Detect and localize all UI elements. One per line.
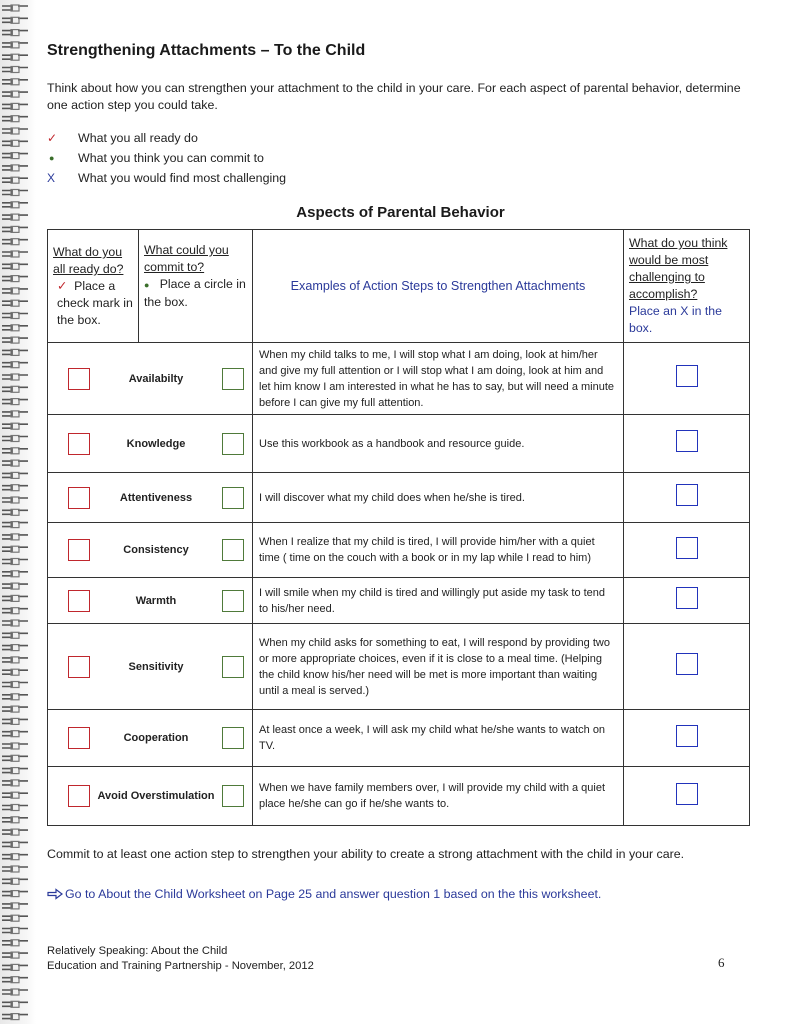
spiral-coil (2, 571, 28, 577)
table-title: Aspects of Parental Behavior (296, 204, 505, 221)
spiral-coil (2, 866, 28, 872)
spiral-coil (2, 620, 28, 626)
spiral-coil (2, 140, 28, 146)
spiral-coil (2, 854, 28, 860)
legend-item-check (47, 128, 286, 148)
page-number: 6 (718, 955, 725, 970)
bullet-icon: ● (144, 280, 150, 290)
spiral-coil (2, 534, 28, 540)
spiral-coil (2, 841, 28, 847)
spiral-coil (2, 632, 28, 638)
spiral-coil (2, 509, 28, 515)
aspect-cell (48, 523, 253, 578)
challenging-checkbox[interactable] (676, 783, 698, 805)
table-row (48, 767, 750, 826)
spiral-coil (2, 817, 28, 823)
spiral-coil (2, 1001, 28, 1007)
spiral-coil (2, 472, 28, 478)
spiral-coil (2, 780, 28, 786)
x-mark-icon: X (47, 171, 56, 185)
table-row (48, 473, 750, 523)
spiral-coil (2, 964, 28, 970)
spiral-coil (2, 928, 28, 934)
table-row (48, 710, 750, 767)
spiral-coil (2, 128, 28, 134)
action-step-example: When I realize that my child is tired, I will provide him/her with a quiet time ( time on the couch with a book or in my lap while I read to him) (253, 523, 624, 578)
spiral-coil (2, 190, 28, 196)
header-already-do (48, 230, 139, 343)
action-step-example: Use this workbook as a handbook and resource guide. (253, 415, 624, 473)
spiral-binding (0, 0, 34, 1024)
header-already-do-instruction-wrap (51, 278, 135, 329)
bullet-icon: ● (49, 153, 55, 163)
spiral-coil (2, 42, 28, 48)
challenging-checkbox[interactable] (676, 725, 698, 747)
spiral-coil (2, 940, 28, 946)
commit-checkbox[interactable] (222, 656, 244, 678)
spiral-coil (2, 583, 28, 589)
header-challenging-instruction: Place an X in the box. (629, 304, 722, 335)
already-do-checkbox[interactable] (68, 656, 90, 678)
aspect-label: Cooperation (123, 732, 189, 744)
spiral-coil (2, 67, 28, 73)
table-row (48, 578, 750, 624)
spiral-coil (2, 682, 28, 688)
spiral-coil (2, 731, 28, 737)
header-commit-title: What could you commit to? (144, 243, 229, 274)
commit-checkbox[interactable] (222, 487, 244, 509)
spiral-coil (2, 5, 28, 11)
footer-line-1: Relatively Speaking: About the Child (47, 945, 228, 957)
aspect-cell (48, 710, 253, 767)
intro-paragraph: Think about how you can strengthen your attachment to the child in your care. For each aspect of parental behavior, determine one action step you could take. (47, 81, 741, 112)
spiral-coil (2, 706, 28, 712)
spiral-coil (2, 522, 28, 528)
spiral-coil (2, 903, 28, 909)
spiral-coil (2, 718, 28, 724)
spiral-coil (2, 263, 28, 269)
aspect-label: Sensitivity (128, 660, 184, 673)
spiral-coil (2, 755, 28, 761)
already-do-checkbox[interactable] (68, 785, 90, 807)
legend-item-circle (47, 148, 286, 168)
spiral-coil (2, 177, 28, 183)
already-do-checkbox[interactable] (68, 727, 90, 749)
spiral-coil (2, 460, 28, 466)
spiral-coil (2, 30, 28, 36)
spiral-coil (2, 694, 28, 700)
aspect-cell (48, 578, 253, 624)
aspect-cell (48, 343, 253, 415)
challenging-checkbox[interactable] (676, 365, 698, 387)
check-icon: ✓ (47, 131, 58, 145)
spiral-coil (2, 448, 28, 454)
header-commit (139, 230, 253, 343)
spiral-coil (2, 91, 28, 97)
spiral-coil (2, 497, 28, 503)
legend-label: What you would find most challenging (78, 171, 287, 185)
spiral-coil (2, 669, 28, 675)
header-challenging-title: What do you think would be most challenging to accomplish? (629, 236, 728, 301)
aspect-cell (48, 624, 253, 710)
commit-checkbox[interactable] (222, 368, 244, 390)
spiral-coil (2, 436, 28, 442)
aspect-label: Consistency (123, 544, 189, 556)
arrow-right-icon (47, 888, 63, 900)
challenging-cell (624, 343, 750, 415)
challenging-checkbox[interactable] (676, 484, 698, 506)
action-step-example: At least once a week, I will ask my child what he/she wants to watch on TV. (253, 710, 624, 767)
table-row (48, 624, 750, 710)
action-step-example: When we have family members over, I will provide my child with a quiet place he/she can go if he/she wants to. (253, 767, 624, 826)
commit-checkbox[interactable] (222, 785, 244, 807)
parental-behavior-table (47, 229, 750, 826)
spiral-coil (2, 411, 28, 417)
table-row (48, 523, 750, 578)
spiral-coil (2, 386, 28, 392)
challenging-cell (624, 767, 750, 826)
spiral-coil (2, 559, 28, 565)
legend-label: What you all ready do (78, 131, 198, 145)
spiral-coil (2, 792, 28, 798)
commit-checkbox[interactable] (222, 539, 244, 561)
spiral-coil (2, 768, 28, 774)
aspect-cell (48, 415, 253, 473)
goto-link[interactable] (47, 887, 601, 901)
spiral-coil (2, 657, 28, 663)
goto-link-text[interactable]: Go to About the Child Worksheet on Page 25 and answer question 1 based on the this worksheet. (65, 887, 602, 901)
challenging-checkbox[interactable] (676, 653, 698, 675)
spiral-coil (2, 239, 28, 245)
aspect-label: Attentiveness (119, 491, 193, 504)
spiral-coil (2, 878, 28, 884)
spiral-coil (2, 546, 28, 552)
spiral-coil (2, 251, 28, 257)
table-row (48, 415, 750, 473)
action-step-example: I will smile when my child is tired and willingly put aside my task to tend to his/her need. (253, 578, 624, 624)
spiral-coil (2, 891, 28, 897)
legend (47, 128, 286, 188)
header-challenging (624, 230, 750, 343)
footer (47, 944, 314, 974)
spiral-coil (2, 485, 28, 491)
spiral-coil (2, 989, 28, 995)
aspect-cell (48, 767, 253, 826)
spiral-coil (2, 805, 28, 811)
spiral-coil (2, 915, 28, 921)
aspect-label: Availabilty (128, 372, 184, 385)
header-already-do-title: What do you all ready do? (53, 245, 124, 276)
commit-checkbox[interactable] (222, 727, 244, 749)
action-step-example: When my child talks to me, I will stop what I am doing, look at him/her and give my full attention or I will stop what I am doing, look at him and let him know I am interested in what he has to say, but will need a minute before I can give my full attention. (253, 343, 624, 415)
spiral-coil (2, 349, 28, 355)
challenging-checkbox[interactable] (676, 430, 698, 452)
challenging-cell (624, 473, 750, 523)
commit-checkbox[interactable] (222, 590, 244, 612)
spiral-coil (2, 423, 28, 429)
spiral-coil (2, 54, 28, 60)
challenging-cell (624, 523, 750, 578)
aspect-cell (48, 473, 253, 523)
spiral-coil (2, 17, 28, 23)
aspect-label: Knowledge (126, 437, 186, 450)
header-already-do-instruction: Place a check mark in the box. (57, 279, 133, 327)
challenging-cell (624, 624, 750, 710)
spiral-coil (2, 165, 28, 171)
spiral-coil (2, 645, 28, 651)
action-step-example: I will discover what my child does when he/she is tired. (253, 473, 624, 523)
check-icon: ✓ (57, 279, 68, 293)
legend-label: What you think you can commit to (78, 151, 264, 165)
legend-item-x (47, 168, 286, 188)
already-do-checkbox[interactable] (68, 433, 90, 455)
spiral-coil (2, 313, 28, 319)
header-commit-instruction: Place a circle in the box. (144, 277, 246, 309)
table-header-row (48, 230, 750, 343)
spiral-coil (2, 977, 28, 983)
spiral-coil (2, 325, 28, 331)
spiral-coil (2, 116, 28, 122)
spiral-coil (2, 79, 28, 85)
already-do-checkbox[interactable] (68, 487, 90, 509)
spiral-coil (2, 1014, 28, 1020)
spiral-coil (2, 300, 28, 306)
spiral-coil (2, 374, 28, 380)
spiral-coil (2, 226, 28, 232)
already-do-checkbox[interactable] (68, 539, 90, 561)
spiral-coil (2, 743, 28, 749)
page-title: Strengthening Attachments – To the Child (47, 42, 366, 59)
challenging-checkbox[interactable] (676, 587, 698, 609)
already-do-checkbox[interactable] (68, 368, 90, 390)
action-step-example: When my child asks for something to eat, I will respond by providing two or more appropriate choices, even if it is close to a meal time. (Helping the child know his/her need will be met is more important than waiting until a meal is served.) (253, 624, 624, 710)
spiral-coil (2, 337, 28, 343)
spiral-coil (2, 153, 28, 159)
footer-line-2: Education and Training Partnership - November, 2012 (47, 960, 314, 972)
spiral-coil (2, 103, 28, 109)
table-row (48, 343, 750, 415)
spiral-coil (2, 595, 28, 601)
spiral-coil (2, 952, 28, 958)
already-do-checkbox[interactable] (68, 590, 90, 612)
commit-instruction: Commit to at least one action step to strengthen your ability to create a strong attachment with the child in your care. (47, 847, 685, 861)
spiral-coil (2, 288, 28, 294)
challenging-cell (624, 710, 750, 767)
spiral-coil (2, 276, 28, 282)
challenging-cell (624, 415, 750, 473)
spiral-coil (2, 362, 28, 368)
spiral-coil (2, 829, 28, 835)
spiral-coil (2, 608, 28, 614)
header-commit-instruction-wrap (142, 276, 249, 311)
header-examples: Examples of Action Steps to Strengthen Attachments (253, 230, 624, 343)
aspect-label: Avoid Overstimulation (97, 790, 215, 802)
spiral-coil (2, 399, 28, 405)
challenging-cell (624, 578, 750, 624)
challenging-checkbox[interactable] (676, 537, 698, 559)
aspect-label: Warmth (135, 594, 177, 607)
commit-checkbox[interactable] (222, 433, 244, 455)
